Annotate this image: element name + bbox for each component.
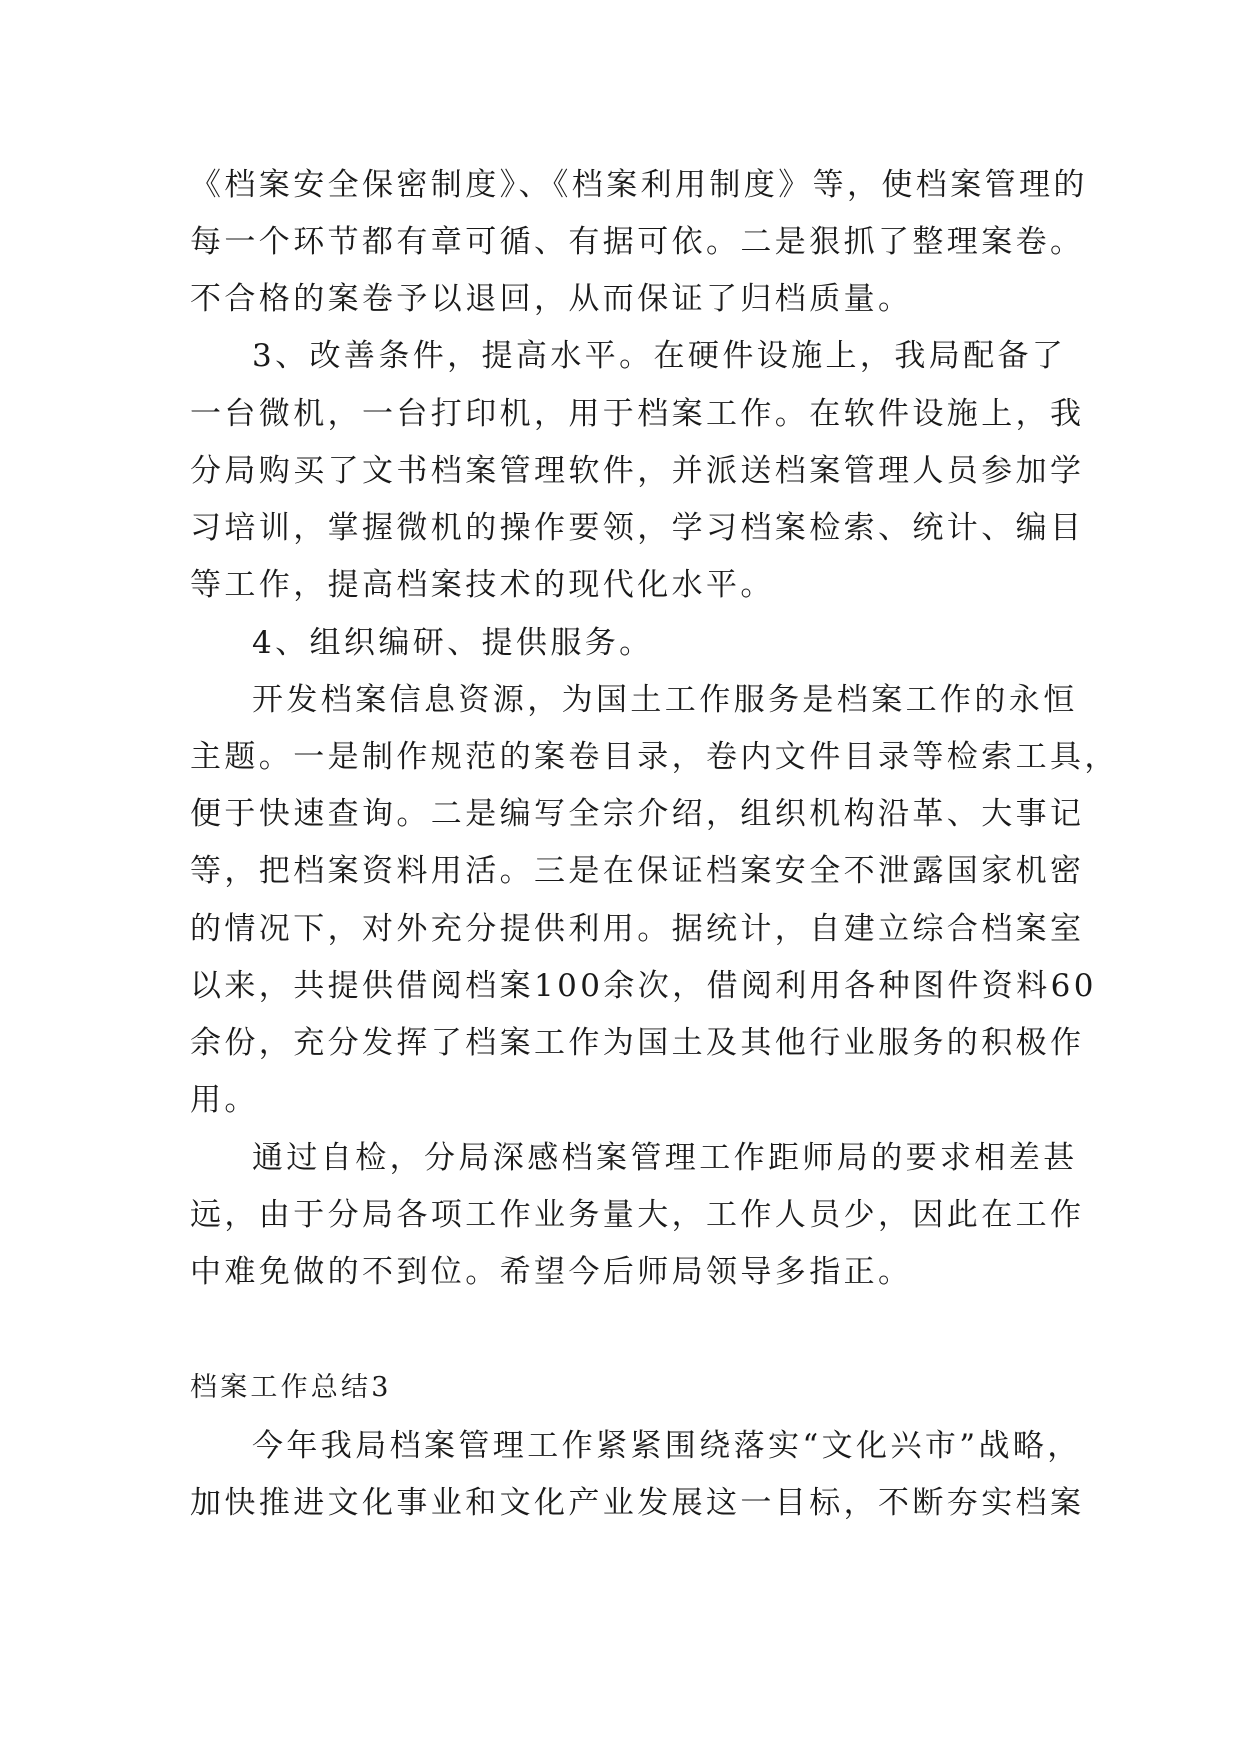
paragraph-line: 每一个环节都有章可循、有据可依。二是狠抓了整理案卷。 <box>190 224 1085 260</box>
paragraph-line: 便于快速查询。二是编写全宗介绍，组织机构沿革、大事记 <box>190 796 1085 832</box>
paragraph-line: 《档案安全保密制度》、《档案利用制度》等，使档案管理的 <box>190 167 1088 203</box>
paragraph-line: 4、组织编研、提供服务。 <box>252 625 654 661</box>
section-heading: 档案工作总结3 <box>190 1372 392 1403</box>
paragraph-line: 以来，共提供借阅档案100余次，借阅利用各种图件资料60 <box>190 968 1097 1004</box>
paragraph-line: 不合格的案卷予以退回，从而保证了归档质量。 <box>190 281 913 317</box>
paragraph-line: 余份，充分发挥了档案工作为国土及其他行业服务的积极作 <box>190 1025 1085 1061</box>
paragraph-line: 今年我局档案管理工作紧紧围绕落实“文化兴市”战略， <box>252 1428 1082 1464</box>
paragraph-line: 3、改善条件，提高水平。在硬件设施上，我局配备了 <box>252 338 1067 374</box>
paragraph-line: 等工作，提高档案技术的现代化水平。 <box>190 567 775 603</box>
paragraph-line: 通过自检，分局深感档案管理工作距师局的要求相差甚 <box>252 1140 1078 1176</box>
paragraph-line: 远，由于分局各项工作业务量大，工作人员少，因此在工作 <box>190 1197 1085 1233</box>
paragraph-line: 分局购买了文书档案管理软件，并派送档案管理人员参加学 <box>190 453 1085 489</box>
paragraph-line: 的情况下，对外充分提供利用。据统计，自建立综合档案室 <box>190 911 1085 947</box>
paragraph-line: 开发档案信息资源，为国土工作服务是档案工作的永恒 <box>252 682 1078 718</box>
paragraph-line: 等，把档案资料用活。三是在保证档案安全不泄露国家机密 <box>190 853 1085 889</box>
paragraph-line: 一台微机，一台打印机，用于档案工作。在软件设施上，我 <box>190 396 1085 432</box>
paragraph-line: 用。 <box>190 1082 259 1118</box>
paragraph-line: 中难免做的不到位。希望今后师局领导多指正。 <box>190 1254 913 1290</box>
paragraph-line: 加快推进文化事业和文化产业发展这一目标，不断夯实档案 <box>190 1485 1085 1521</box>
paragraph-line: 习培训，掌握微机的操作要领，学习档案检索、统计、编目 <box>190 510 1085 546</box>
paragraph-line: 主题。一是制作规范的案卷目录，卷内文件目录等检索工具， <box>190 739 1119 775</box>
